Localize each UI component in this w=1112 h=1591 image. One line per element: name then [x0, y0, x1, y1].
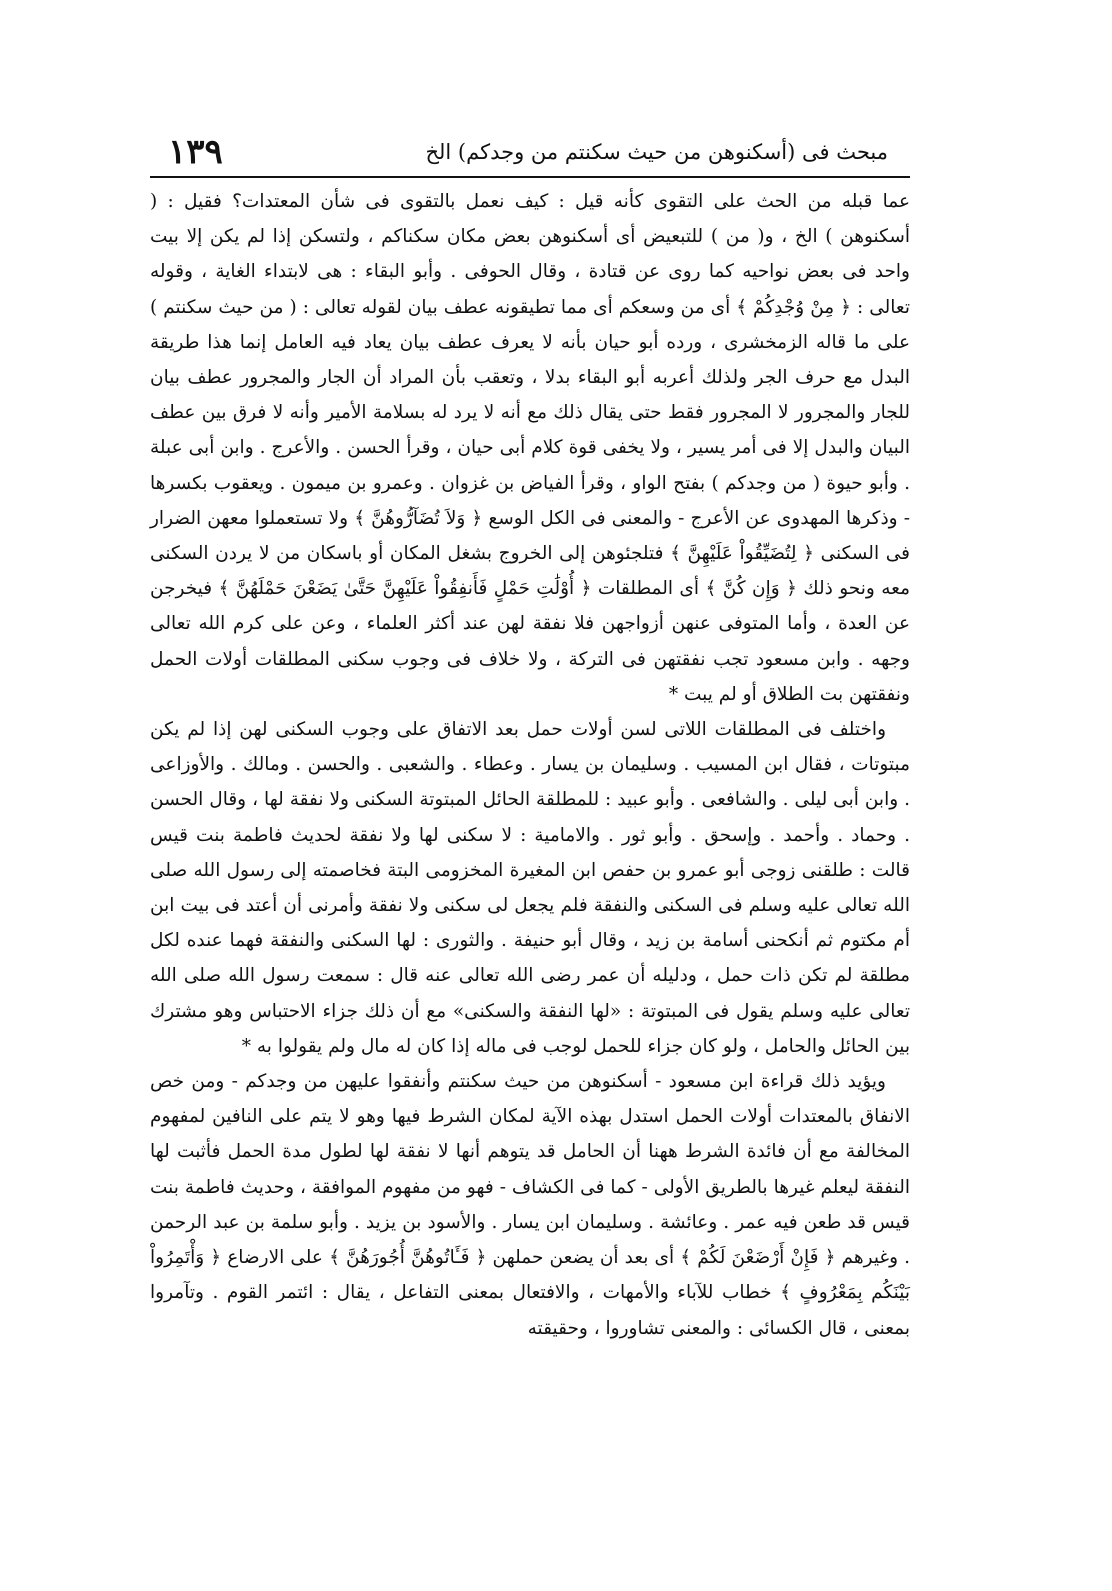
page-header — [150, 130, 910, 178]
paragraph-3: ويؤيد ذلك قراءة ابن مسعود - أسكنوهن من حيث سكنتم وأنفقوا عليهن من وجدكم - ومن خص الانفاق بالمعتدات أولات الحمل استدل بهذه الآية لمكان الشرط فيها وهو لا يتم على النافين لمفهوم المخالفة مع أن فائدة الشرط ههنا أن الحامل قد يتوهم أنها لا نفقة لها لطول مدة الحمل فأثبت لها النفقة ليعلم غيرها بالطريق الأولى - كما فى الكشاف - فهو من مفهوم الموافقة ، وحديث فاطمة بنت قيس قد طعن فيه عمر . وعائشة . وسليمان ابن يسار . والأسود بن يزيد . وأبو سلمة بن عبد الرحمن . وغيرهم ﴿ فَإِنْ أَرْضَعْنَ لَكُمْ ﴾ أى بعد أن يضعن حملهن ﴿ فَـَٔاتُوهُنَّ أُجُورَهُنَّ ﴾ على الارضاع ﴿ وَأْتَمِرُواْ بَيْنَكُم بِمَعْرُوفٍ ﴾ خطاب للآباء والأمهات ، والافتعال بمعنى التفاعل ، يقال : ائتمر القوم . وتآمروا بمعنى ، قال الكسائى : والمعنى تشاوروا ، وحقيقته — [150, 1071, 910, 1339]
running-head: مبحث فى (أسكنوهن من حيث سكنتم من وجدكم) الخ — [425, 140, 888, 164]
paragraph-1: عما قبله من الحث على التقوى كأنه قيل : كيف نعمل بالتقوى فى شأن المعتدات؟ فقيل : ( أسكنوهن ) الخ ، و( من ) للتبعيض أى أسكنوهن بعض مكان سكناكم ، ولتسكن إذا لم يكن إلا بيت واحد فى بعض نواحيه كما روى عن قتادة ، وقال الحوفى . وأبو البقاء : هى لابتداء الغاية ، وقوله تعالى : ﴿ مِنْ وُجْدِكُمْ ﴾ أى من وسعكم أى مما تطيقونه عطف بيان لقوله تعالى : ( من حيث سكنتم ) على ما قاله الزمخشرى ، ورده أبو حيان بأنه لا يعرف عطف بيان يعاد فيه العامل إنما هذا طريقة البدل مع حرف الجر ولذلك أعربه أبو البقاء بدلا ، وتعقب بأن المراد أن الجار والمجرور عطف بيان للجار والمجرور لا المجرور فقط حتى يقال ذلك مع أنه لا يرد له بسلامة الأمير وأنه لا فرق بين عطف البيان والبدل إلا فى أمر يسير ، ولا يخفى قوة كلام أبى حيان ، وقرأ الحسن . والأعرج . وابن أبى عبلة . وأبو حيوة ( من وجدكم ) بفتح الواو ، وقرأ الفياض بن غزوان . وعمرو بن ميمون . ويعقوب بكسرها - وذكرها المهدوى عن الأعرج - والمعنى فى الكل الوسع ﴿ وَلاَ تُضَآرُّوهُنَّ ﴾ ولا تستعملوا معهن الضرار فى السكنى ﴿ لِتُضَيِّقُواْ عَلَيْهِنَّ ﴾ فتلجئوهن إلى الخروج بشغل المكان أو باسكان من لا يردن السكنى معه ونحو ذلك ﴿ وَإِن كُنَّ ﴾ أى المطلقات ﴿ أُوْلَٰتِ حَمْلٍ فَأَنفِقُواْ عَلَيْهِنَّ حَتَّىٰ يَضَعْنَ حَمْلَهُنَّ ﴾ فيخرجن عن العدة ، وأما المتوفى عنهن أزواجهن فلا نفقة لهن عند أكثر العلماء ، وعن على كرم الله تعالى وجهه . وابن مسعود تجب نفقتهن فى التركة ، ولا خلاف فى وجوب سكنى المطلقات أولات الحمل ونفقتهن بت الطلاق أو لم يبت * — [150, 191, 910, 705]
body-text — [150, 184, 910, 1346]
paragraph-2: واختلف فى المطلقات اللاتى لسن أولات حمل بعد الاتفاق على وجوب السكنى لهن إذا لم يكن مبتوتات ، فقال ابن المسيب . وسليمان بن يسار . وعطاء . والشعبى . والحسن . ومالك . والأوزاعى . وابن أبى ليلى . والشافعى . وأبو عبيد : للمطلقة الحائل المبتوتة السكنى ولا نفقة لها ، وقال الحسن . وحماد . وأحمد . وإسحق . وأبو ثور . والامامية : لا سكنى لها ولا نفقة لحديث فاطمة بنت قيس قالت : طلقنى زوجى أبو عمرو بن حفص ابن المغيرة المخزومى البتة فخاصمته إلى رسول الله صلى الله تعالى عليه وسلم فى السكنى والنفقة فلم يجعل لى سكنى ولا نفقة وأمرنى أن أعتد فى بيت ابن أم مكتوم ثم أنكحنى أسامة بن زيد ، وقال أبو حنيفة . والثورى : لها السكنى والنفقة فهما عنده لكل مطلقة لم تكن ذات حمل ، ودليله أن عمر رضى الله تعالى عنه قال : سمعت رسول الله صلى الله تعالى عليه وسلم يقول فى المبتوتة : «لها النفقة والسكنى» مع أن ذلك جزاء الاحتباس وهو مشترك بين الحائل والحامل ، ولو كان جزاء للحمل لوجب فى ماله إذا كان له مال ولم يقولوا به * — [150, 719, 910, 1057]
page — [150, 130, 910, 1346]
page-number: ١٣٩ — [168, 132, 223, 172]
